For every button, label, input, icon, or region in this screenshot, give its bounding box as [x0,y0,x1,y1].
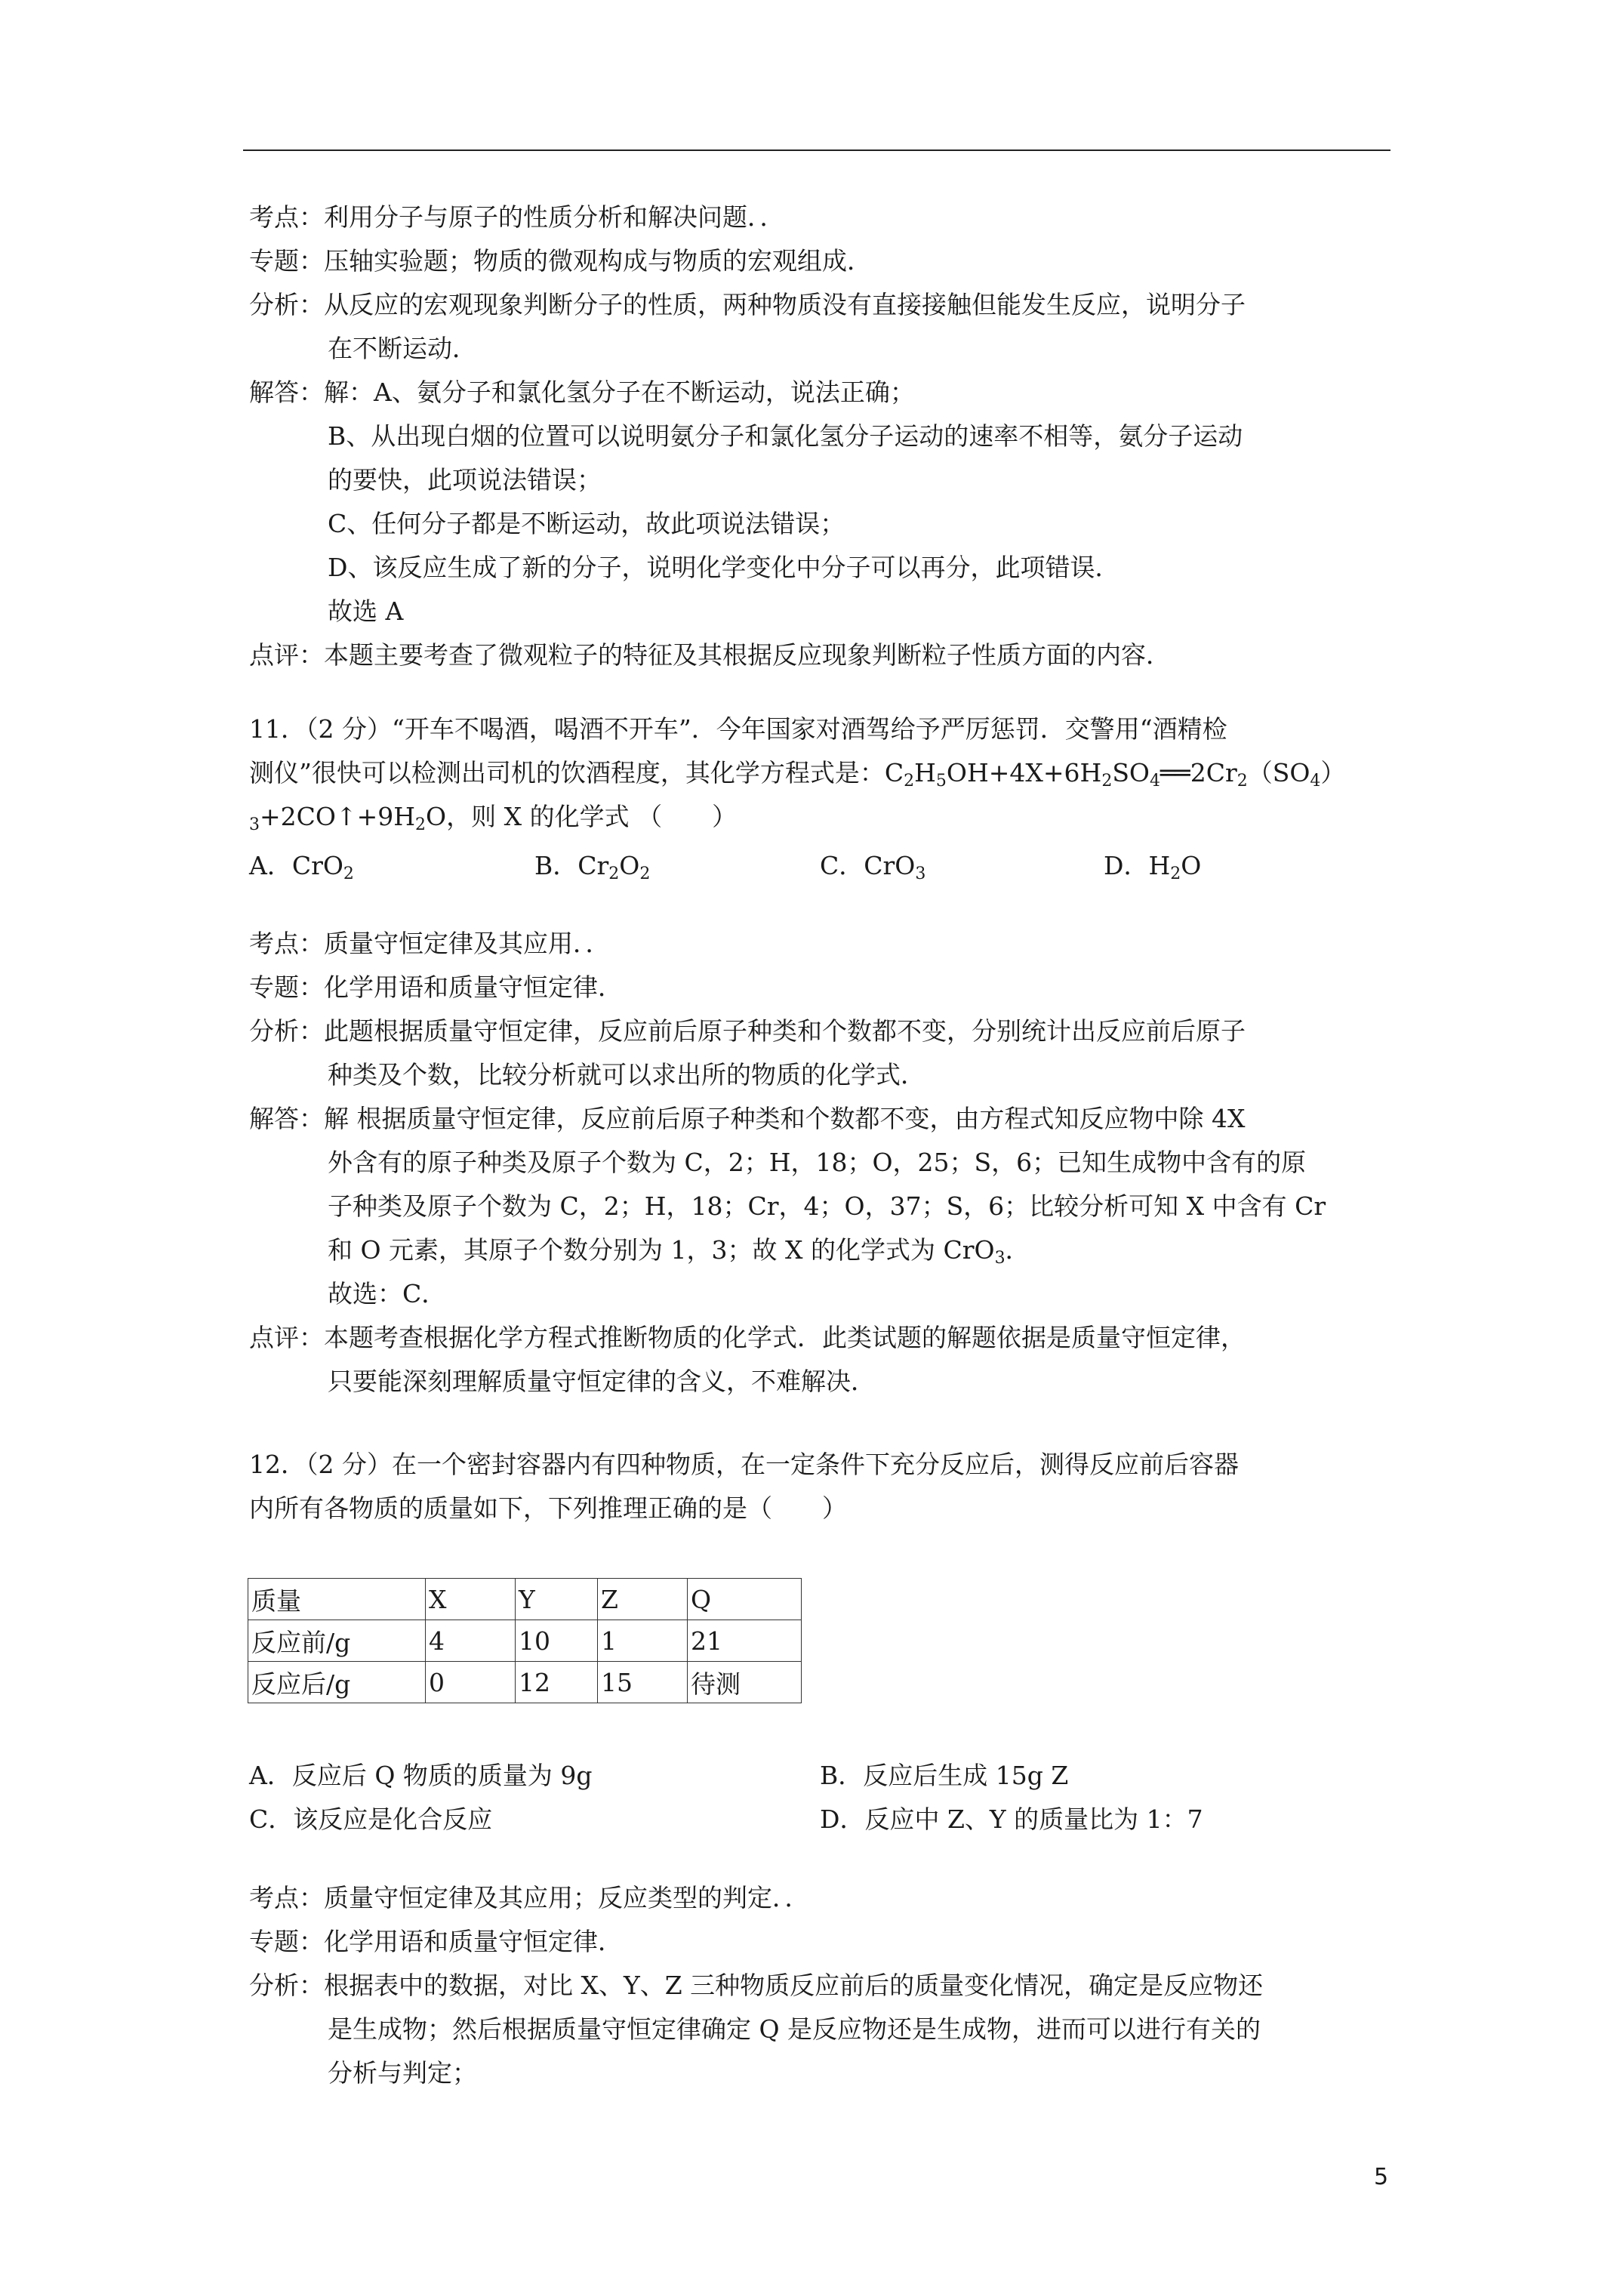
q12-option-b: B．反应后生成 15g Z [820,1761,1069,1790]
q11-option-d: D．$H_2O$ [1104,851,1202,883]
q11-fenxi-1: 分析：此题根据质量守恒定律，反应前后原子种类和个数都不变，分别统计出反应前后原子 [249,1016,1246,1046]
header-rule [243,149,1390,151]
q11-line-1: 11．（2 分）“开车不喝酒，喝酒不开车”．今年国家对酒驾给予严厉惩罚．交警用“酒精检 [249,714,1227,744]
prev-dianping: 点评：本题主要考查了微观粒子的特征及其根据反应现象判断粒子性质方面的内容． [249,640,1171,670]
table-header-cell: Q [688,1579,802,1620]
q11-jieda-5: 故选：C． [328,1279,447,1308]
table-cell: 0 [426,1662,516,1703]
q12-option-c: C．该反应是化合反应 [249,1804,493,1834]
q11-option-c: C．CrO$_3$ [820,851,926,883]
q12-option-a: A．反应后 Q 物质的质量为 9g [249,1761,593,1790]
prev-jieda-2: B、从出现白烟的位置可以说明氨分子和氯化氢分子运动的速率不相等，氨分子运动 [328,421,1243,451]
prev-fenxi-2: 在不断运动． [328,334,477,363]
table-cell: 反应前/g [248,1620,426,1662]
table-cell: 1 [598,1620,688,1662]
q12-line-1: 12．（2 分）在一个密封容器内有四种物质，在一定条件下充分反应后，测得反应前后容器 [249,1450,1239,1479]
table-header-cell: 质量 [248,1579,426,1620]
table-cell: 4 [426,1620,516,1662]
table-header-cell: Y [516,1579,598,1620]
q11-fenxi-2: 种类及个数，比较分析就可以求出所的物质的化学式． [328,1060,925,1089]
q11-line-2: 测仪”很快可以检测出司机的饮酒程度，其化学方程式是：$C_2H_5OH+4X+6H_2SO_4══2Cr_2(SO_4)$ [249,758,1346,791]
table-cell: 15 [598,1662,688,1703]
q12-fenxi-1: 分析：根据表中的数据，对比 X、Y、Z 三种物质反应前后的质量变化情况，确定是反应物还 [249,1971,1264,2000]
q12-zhuanti: 专题：化学用语和质量守恒定律． [249,1927,623,1956]
q11-dianping-1: 点评：本题考查根据化学方程式推断物质的化学式．此类试题的解题依据是质量守恒定律， [249,1323,1246,1352]
q11-jieda-4: 和 O 元素，其原子个数分别为 1，3；故 X 的化学式为 CrO$_3$． [328,1235,1030,1268]
q11-option-a: A．CrO$_2$ [249,851,354,883]
q11-zhuanti: 专题：化学用语和质量守恒定律． [249,972,623,1002]
q11-jieda-3: 子种类及原子个数为 C，2；H，18；Cr，4；O，37；S，6；比较分析可知 X 中含有 Cr [328,1191,1326,1221]
page-number: 5 [1374,2164,1389,2190]
q11-kaodian: 考点：质量守恒定律及其应用．． [249,929,611,958]
table-header-cell: Z [598,1579,688,1620]
prev-jieda-4: C、任何分子都是不断运动，故此项说法错误； [328,509,845,538]
prev-jieda-1: 解答：解：A、氨分子和氯化氢分子在不断运动，说法正确； [249,378,915,407]
mass-table [248,1578,802,1703]
q12-fenxi-2: 是生成物；然后根据质量守恒定律确定 Q 是反应物还是生成物，进而可以进行有关的 [328,2014,1261,2044]
q12-option-d: D．反应中 Z、Y 的质量比为 1：7 [820,1804,1203,1834]
table-cell: 21 [688,1620,802,1662]
table-cell: 待测 [688,1662,802,1703]
q11-jieda-1: 解答：解 根据质量守恒定律，反应前后原子种类和个数都不变，由方程式知反应物中除 4X [249,1104,1246,1133]
prev-jieda-6: 故选 A [328,596,404,626]
q12-kaodian: 考点：质量守恒定律及其应用；反应类型的判定．． [249,1883,810,1912]
q12-line-2: 内所有各物质的质量如下，下列推理正确的是（ ） [249,1493,847,1523]
table-cell: 12 [516,1662,598,1703]
q11-jieda-2: 外含有的原子种类及原子个数为 C，2；H，18；O，25；S，6；已知生成物中含有的原 [328,1148,1307,1177]
prev-jieda-3: 的要快，此项说法错误； [328,465,602,495]
table-header-cell: X [426,1579,516,1620]
q12-fenxi-3: 分析与判定； [328,2058,477,2088]
q11-dianping-2: 只要能深刻理解质量守恒定律的含义，不难解决． [328,1367,876,1396]
prev-zhuanti: 专题：压轴实验题；物质的微观构成与物质的宏观组成． [249,246,872,276]
q11-option-b: B．$Cr_2O_2$ [534,851,651,883]
table-header-row [248,1579,802,1620]
prev-kaodian: 考点：利用分子与原子的性质分析和解决问题．． [249,202,785,232]
prev-fenxi-1: 分析：从反应的宏观现象判断分子的性质，两种物质没有直接接触但能发生反应，说明分子 [249,290,1246,319]
q11-line-3: $_3+2CO↑+9H_2O$，则 X 的化学式 （ ） [249,802,738,834]
table-cell: 反应后/g [248,1662,426,1703]
table-row [248,1662,802,1703]
table-row [248,1620,802,1662]
table-cell: 10 [516,1620,598,1662]
prev-jieda-5: D、该反应生成了新的分子，说明化学变化中分子可以再分，此项错误． [328,553,1120,582]
